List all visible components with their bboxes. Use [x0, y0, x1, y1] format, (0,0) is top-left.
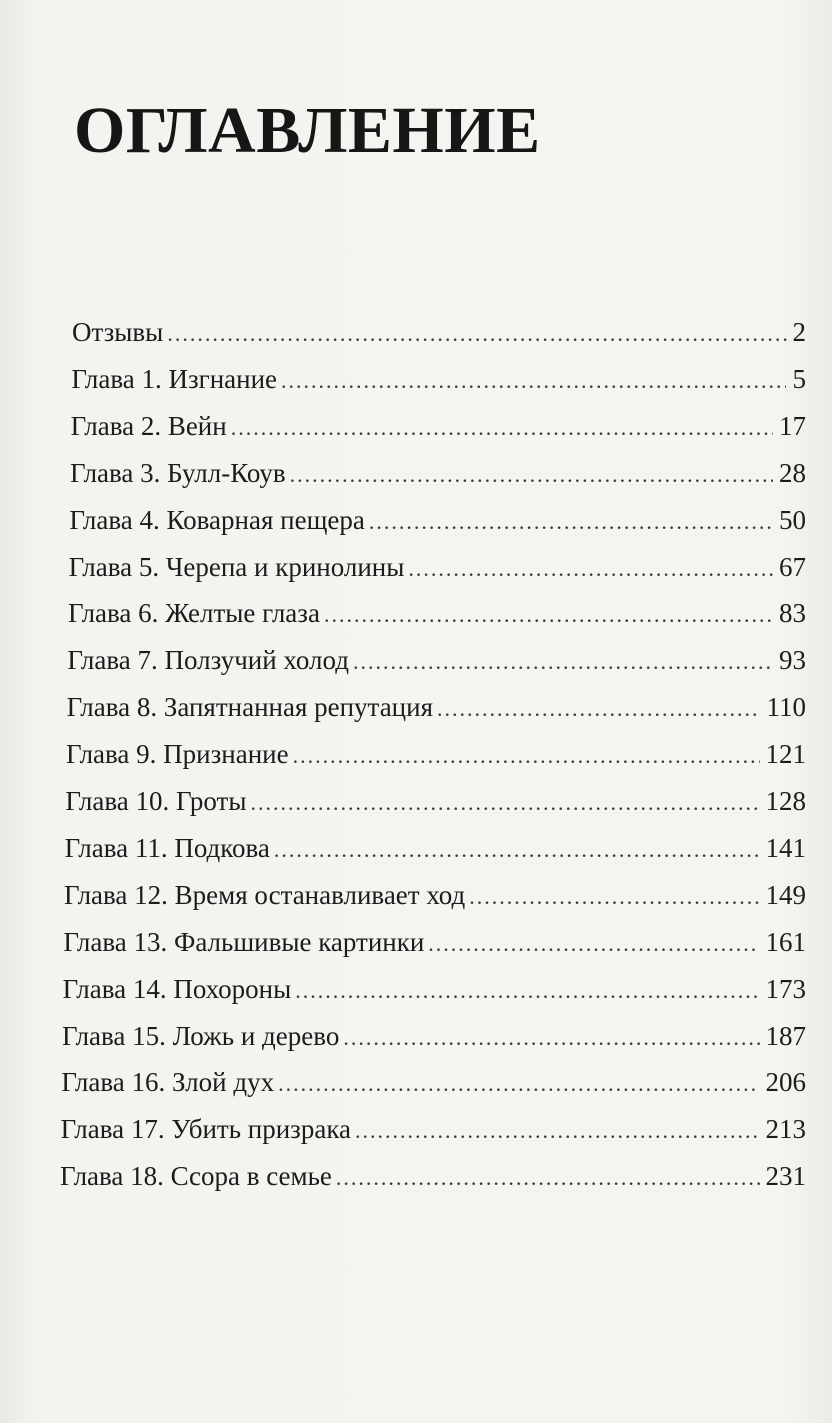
toc-entry-title: Глава 8. Запятнанная репутация — [66, 692, 433, 723]
toc-entry — [71, 354, 806, 404]
toc-dot-leader — [281, 356, 786, 406]
toc-entry-title: Глава 6. Желтые глаза — [68, 598, 320, 629]
toc-dot-leader — [290, 450, 773, 500]
toc-entry-title: Глава 10. Гроты — [65, 786, 247, 816]
toc-page-number: 50 — [778, 504, 806, 535]
toc-dot-leader — [167, 309, 786, 359]
toc-page-number: 17 — [778, 410, 806, 441]
toc-page-number: 121 — [765, 739, 806, 770]
toc-entry — [60, 1151, 806, 1201]
toc-dot-leader — [437, 684, 760, 734]
toc-entry — [72, 307, 806, 357]
toc-entry-title: Глава 5. Черепа и кринолины — [68, 551, 405, 582]
toc-page-number: 83 — [779, 598, 806, 629]
toc-entry — [67, 635, 806, 685]
toc-entry-title: Глава 4. Коварная пещера — [69, 504, 365, 535]
toc-page-number: 2 — [792, 317, 806, 347]
toc-dot-leader — [408, 544, 773, 594]
toc-dot-leader — [353, 637, 773, 687]
toc-page-number: 110 — [766, 692, 806, 723]
toc-entry-title: Глава 12. Время останавливает ход — [64, 879, 466, 910]
toc-page-number: 161 — [765, 926, 806, 957]
toc-entry — [63, 917, 806, 967]
toc-entry-title: Глава 7. Ползучий холод — [67, 645, 349, 676]
toc-entry — [65, 776, 806, 826]
toc-dot-leader — [336, 1153, 760, 1203]
toc-entry-title: Глава 15. Ложь и дерево — [62, 1020, 340, 1051]
page-title: ОГЛАВЛЕНИЕ — [74, 94, 541, 167]
toc-page-number: 213 — [765, 1114, 806, 1145]
toc-entry-title: Глава 14. Похороны — [62, 973, 292, 1004]
toc-entry — [67, 682, 806, 732]
toc-page-number: 67 — [778, 551, 806, 582]
toc-page-number: 141 — [765, 832, 806, 863]
toc-entry — [71, 401, 806, 451]
toc-entry-title: Глава 11. Подкова — [64, 832, 270, 863]
toc-entry — [61, 1104, 806, 1154]
toc-entry — [69, 542, 806, 592]
toc-page-number: 5 — [792, 363, 806, 394]
toc-dot-leader — [295, 966, 759, 1016]
toc-page-number: 128 — [765, 786, 806, 816]
toc-page-number: 206 — [765, 1067, 806, 1098]
toc-entry — [70, 448, 806, 498]
toc-page-number: 231 — [765, 1161, 806, 1192]
toc-entry-title: Глава 3. Булл-Коув — [70, 457, 286, 488]
toc-entry — [66, 729, 806, 779]
toc-entry — [61, 1057, 806, 1107]
toc-dot-leader — [369, 497, 773, 547]
toc-dot-leader — [250, 778, 759, 828]
toc-entry-title: Глава 1. Изгнание — [71, 363, 278, 394]
toc-entry-title: Глава 16. Злой дух — [61, 1067, 275, 1098]
toc-dot-leader — [274, 825, 760, 875]
toc-page-number: 93 — [778, 645, 806, 676]
toc-entry-title: Глава 18. Ссора в семье — [60, 1161, 332, 1192]
toc-entry — [68, 588, 806, 638]
toc-dot-leader — [428, 919, 759, 969]
toc-entry — [62, 1011, 806, 1061]
toc-dot-leader — [343, 1013, 759, 1063]
toc-entry-title: Глава 13. Фальшивые картинки — [63, 926, 425, 957]
toc-entry — [64, 870, 806, 920]
toc-entry — [69, 495, 806, 545]
toc-dot-leader — [324, 590, 773, 640]
toc-page-number: 173 — [765, 973, 806, 1004]
toc-entry-title: Глава 2. Вейн — [70, 410, 227, 441]
toc-entry-title: Глава 17. Убить призрака — [60, 1114, 352, 1145]
toc-entry — [65, 823, 806, 873]
toc-page-number: 187 — [765, 1020, 806, 1051]
toc-entry — [63, 964, 806, 1014]
toc-page-number: 28 — [779, 457, 806, 488]
toc-dot-leader — [355, 1106, 759, 1156]
toc-entry-title: Отзывы — [72, 317, 164, 347]
toc-dot-leader — [278, 1059, 759, 1109]
toc-page-number: 149 — [765, 879, 806, 910]
toc-entry-title: Глава 9. Признание — [66, 739, 289, 770]
toc-dot-leader — [293, 731, 760, 781]
toc-dot-leader — [469, 872, 759, 922]
toc-dot-leader — [231, 403, 773, 453]
